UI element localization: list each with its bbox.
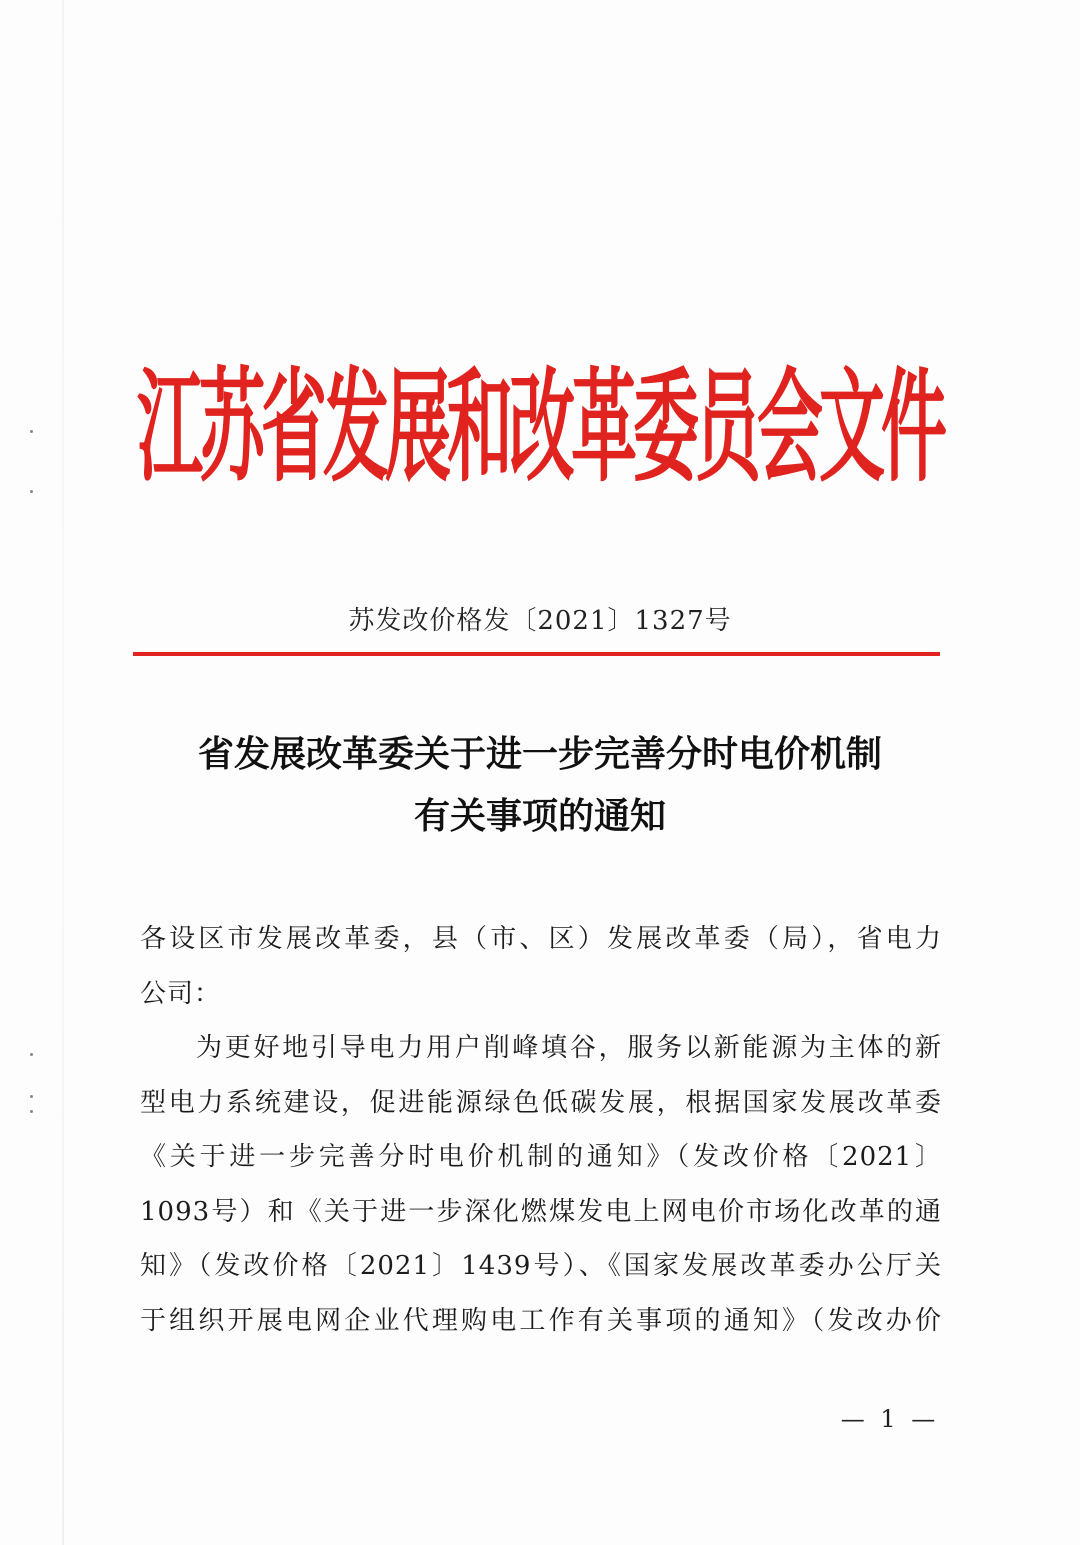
binding-mark (30, 1095, 33, 1098)
body-line: 知》（发改价格〔2021〕1439号）、《国家发展改革委办公厅关 (140, 1251, 942, 1281)
body-line: 于组织开展电网企业代理购电工作有关事项的通知》（发改办价 (140, 1305, 942, 1336)
body-line: 为更好地引导电力用户削峰填谷，服务以新能源为主体的新 (196, 1033, 942, 1063)
title-line-2: 有关事项的通知 (413, 795, 666, 837)
binding-mark (30, 1053, 33, 1056)
page-number: — 1 — (840, 1405, 940, 1433)
body-line: 各设区市发展改革委，县（市、区）发展改革委（局），省电力 (140, 924, 942, 954)
document-body (140, 912, 942, 1348)
body-line: 1093号）和《关于进一步深化燃煤发电上网电价市场化改革的通 (140, 1196, 942, 1227)
title-line-1: 省发展改革委关于进一步完善分时电价机制 (197, 733, 882, 775)
document-masthead (130, 352, 950, 502)
masthead-text: 江苏省发展和改革委员会文件 (137, 354, 943, 500)
document-number: 苏发改价格发〔2021〕1327号 (348, 606, 732, 636)
binding-mark (30, 430, 33, 433)
body-line: 公司： (140, 978, 222, 1009)
body-line: 《关于进一步完善分时电价机制的通知》（发改价格〔2021〕 (140, 1142, 942, 1172)
binding-mark (30, 1110, 33, 1113)
body-line: 型电力系统建设，促进能源绿色低碳发展，根据国家发展改革委 (140, 1087, 942, 1118)
binding-mark (30, 490, 33, 493)
document-title (0, 723, 1080, 847)
red-divider (133, 652, 940, 656)
